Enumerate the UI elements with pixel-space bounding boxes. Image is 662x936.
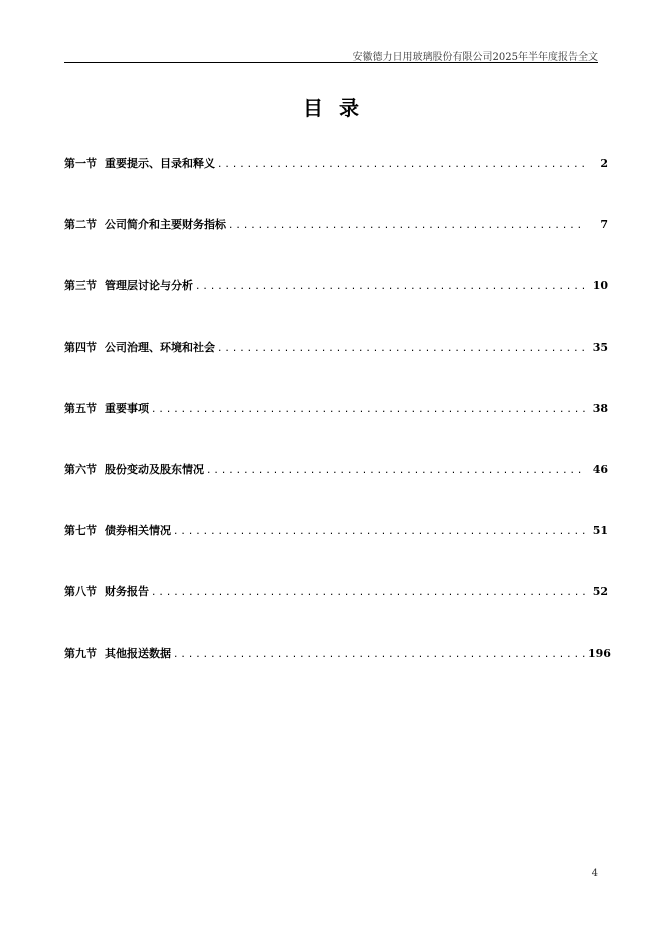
toc-entry-title: 股份变动及股东情况 xyxy=(105,462,204,476)
dot-leader xyxy=(173,523,586,541)
toc-entry-title: 重要提示、目录和释义 xyxy=(105,157,215,170)
toc-page-number: 10 xyxy=(592,279,608,293)
dot-leader xyxy=(151,584,586,602)
dot-leader xyxy=(228,217,586,235)
toc-page-number: 38 xyxy=(592,401,608,415)
toc-entry-title: 公司简介和主要财务指标 xyxy=(105,218,226,232)
toc-section-label: 第五节 xyxy=(64,401,97,415)
toc-entry-3[interactable] xyxy=(64,277,608,338)
toc-page-number: 2 xyxy=(600,157,608,170)
dot-leader xyxy=(217,156,586,174)
toc-page-number: 7 xyxy=(600,218,608,232)
toc-page-number: 196 xyxy=(588,646,611,660)
toc-entry-8[interactable] xyxy=(64,583,608,644)
toc-entry-title: 管理层讨论与分析 xyxy=(105,279,193,293)
toc-page-number: 35 xyxy=(592,340,608,354)
dot-leader xyxy=(206,462,586,480)
toc-entry-title: 债券相关情况 xyxy=(105,524,171,538)
toc-page-number: 46 xyxy=(592,462,608,476)
toc-page-number: 51 xyxy=(592,524,608,538)
toc-section-label: 第一节 xyxy=(64,157,97,170)
toc-section-label: 第四节 xyxy=(64,340,97,354)
toc-section-label: 第七节 xyxy=(64,524,97,538)
running-header: 安徽德力日用玻璃股份有限公司2025年半年度报告全文 xyxy=(352,52,598,63)
dot-leader xyxy=(151,401,586,419)
toc-entry-title: 其他报送数据 xyxy=(105,646,171,660)
toc-section-label: 第三节 xyxy=(64,279,97,293)
toc-section-label: 第九节 xyxy=(64,646,97,660)
toc-entry-title: 公司治理、环境和社会 xyxy=(105,340,215,354)
toc-entry-title: 财务报告 xyxy=(105,585,149,599)
toc-section-label: 第二节 xyxy=(64,218,97,232)
page-title: 目录 xyxy=(303,96,375,120)
page-number: 4 xyxy=(591,868,598,879)
dot-leader xyxy=(217,340,586,358)
toc-section-label: 第八节 xyxy=(64,585,97,599)
toc-entry-7[interactable] xyxy=(64,522,608,583)
toc-entry-9[interactable] xyxy=(64,645,611,706)
toc-entry-5[interactable] xyxy=(64,400,608,461)
toc-entry-6[interactable] xyxy=(64,461,608,522)
dot-leader xyxy=(195,278,586,296)
table-of-contents xyxy=(64,155,611,706)
toc-entry-title: 重要事项 xyxy=(105,401,149,415)
dot-leader xyxy=(173,646,586,664)
toc-entry-2[interactable] xyxy=(64,216,608,277)
toc-section-label: 第六节 xyxy=(64,462,97,476)
toc-entry-4[interactable] xyxy=(64,339,608,400)
header-divider xyxy=(64,62,598,63)
toc-page-number: 52 xyxy=(592,585,608,599)
toc-entry-1[interactable] xyxy=(64,155,608,216)
